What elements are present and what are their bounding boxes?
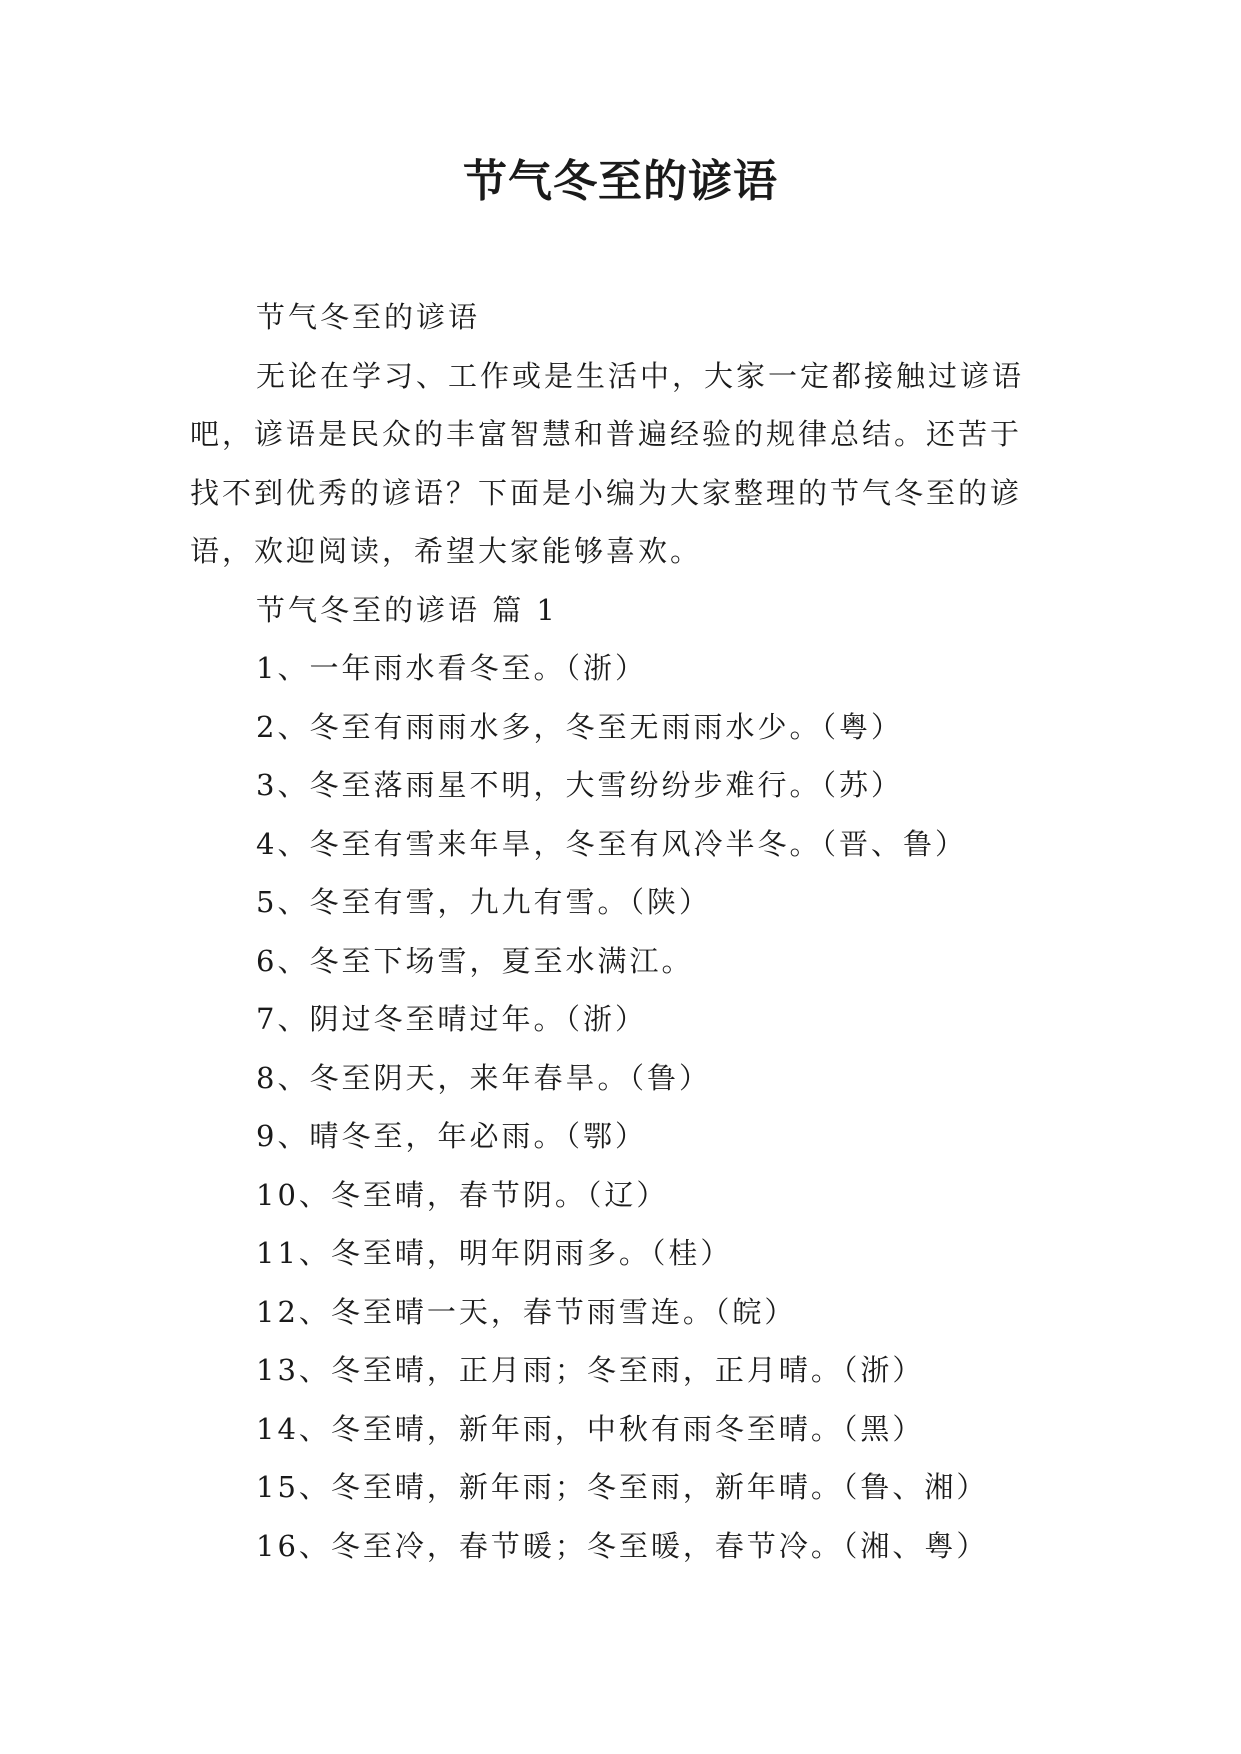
document-title: 节气冬至的谚语 <box>463 156 778 207</box>
list-item: 12、冬至晴一天，春节雨雪连。（皖） <box>256 1294 797 1329</box>
list-item: 6、冬至下场雪，夏至水满江。 <box>256 943 694 978</box>
list-item: 11、冬至晴，明年阴雨多。（桂） <box>256 1236 733 1270</box>
list-item: 8、冬至阴天，来年春旱。（鲁） <box>256 1060 711 1095</box>
list-item: 2、冬至有雨雨水多，冬至无雨雨水少。（粤） <box>256 709 903 744</box>
list-item: 5、冬至有雪，九九有雪。（陕） <box>256 885 711 919</box>
list-item: 14、冬至晴，新年雨，中秋有雨冬至晴。（黑） <box>256 1411 925 1446</box>
list-item: 4、冬至有雪来年旱，冬至有风冷半冬。（晋、鲁） <box>256 826 967 861</box>
document-body <box>190 288 1050 1575</box>
list-item: 9、晴冬至，年必雨。（鄂） <box>256 1119 647 1153</box>
list-item: 15、冬至晴，新年雨；冬至雨，新年晴。（鲁、湘） <box>256 1470 989 1504</box>
list-item: 13、冬至晴，正月雨；冬至雨，正月晴。（浙） <box>256 1353 925 1387</box>
document-subtitle: 节气冬至的谚语 <box>256 300 481 334</box>
proverb-list <box>190 639 1050 1575</box>
intro-paragraph: 无论在学习、工作或是生活中，大家一定都接触过谚语吧，谚语是民众的丰富智慧和普遍经验的规律总结。还苦于找不到优秀的谚语？下面是小编为大家整理的节气冬至的谚语，欢迎阅读，希望大家能够喜欢。 <box>190 358 1025 568</box>
list-item: 7、阴过冬至晴过年。（浙） <box>256 1002 647 1036</box>
list-item: 3、冬至落雨星不明，大雪纷纷步难行。（苏） <box>256 768 903 802</box>
list-item: 16、冬至冷，春节暖；冬至暖，春节冷。（湘、粤） <box>256 1528 989 1563</box>
list-item: 10、冬至晴，春节阴。（辽） <box>256 1177 669 1212</box>
section-heading: 节气冬至的谚语 篇 1 <box>256 592 558 627</box>
list-item: 1、一年雨水看冬至。（浙） <box>256 651 647 685</box>
